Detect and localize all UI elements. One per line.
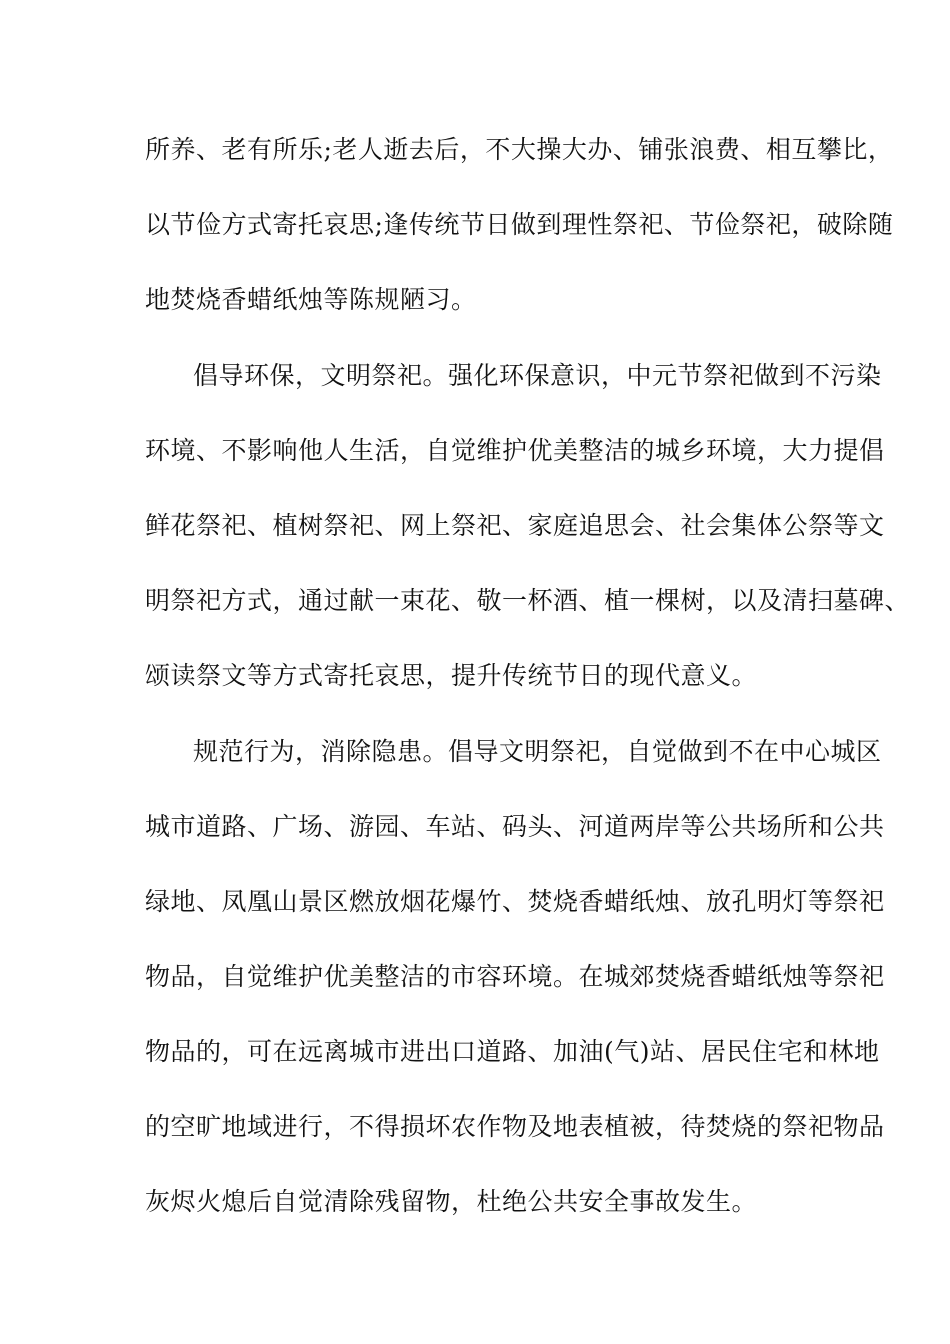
paragraph-start-line: 倡导环保，文明祭祀。强化环保意识，中元节祭祀做到不污染 [193, 361, 882, 390]
text-line: 物品，自觉维护优美整洁的市容环境。在城郊焚烧香蜡纸烛等祭祀 [145, 962, 885, 991]
text-line: 绿地、凤凰山景区燃放烟花爆竹、焚烧香蜡纸烛、放孔明灯等祭祀 [145, 887, 885, 916]
text-line: 地焚烧香蜡纸烛等陈规陋习。 [145, 285, 477, 314]
text-line: 城市道路、广场、游园、车站、码头、河道两岸等公共场所和公共 [145, 812, 885, 841]
text-line: 鲜花祭祀、植树祭祀、网上祭祀、家庭追思会、社会集体公祭等文 [145, 511, 885, 540]
paragraph-start-line: 规范行为，消除隐患。倡导文明祭祀，自觉做到不在中心城区 [193, 737, 882, 766]
text-line: 的空旷地域进行，不得损坏农作物及地表植被，待焚烧的祭祀物品 [145, 1112, 885, 1141]
text-line: 以节俭方式寄托哀思;逢传统节日做到理性祭祀、节俭祭祀，破除随 [145, 210, 894, 239]
text-line: 明祭祀方式，通过献一束花、敬一杯酒、植一棵树，以及清扫墓碑、 [145, 586, 911, 615]
text-line: 所养、老有所乐;老人逝去后，不大操大办、铺张浪费、相互攀比， [145, 135, 894, 164]
text-line: 环境、不影响他人生活，自觉维护优美整洁的城乡环境，大力提倡 [145, 436, 885, 465]
text-line: 物品的，可在远离城市进出口道路、加油(气)站、居民住宅和林地 [145, 1037, 880, 1066]
text-line: 灰烬火熄后自觉清除残留物，杜绝公共安全事故发生。 [145, 1187, 758, 1216]
text-line: 颂读祭文等方式寄托哀思，提升传统节日的现代意义。 [145, 661, 758, 690]
